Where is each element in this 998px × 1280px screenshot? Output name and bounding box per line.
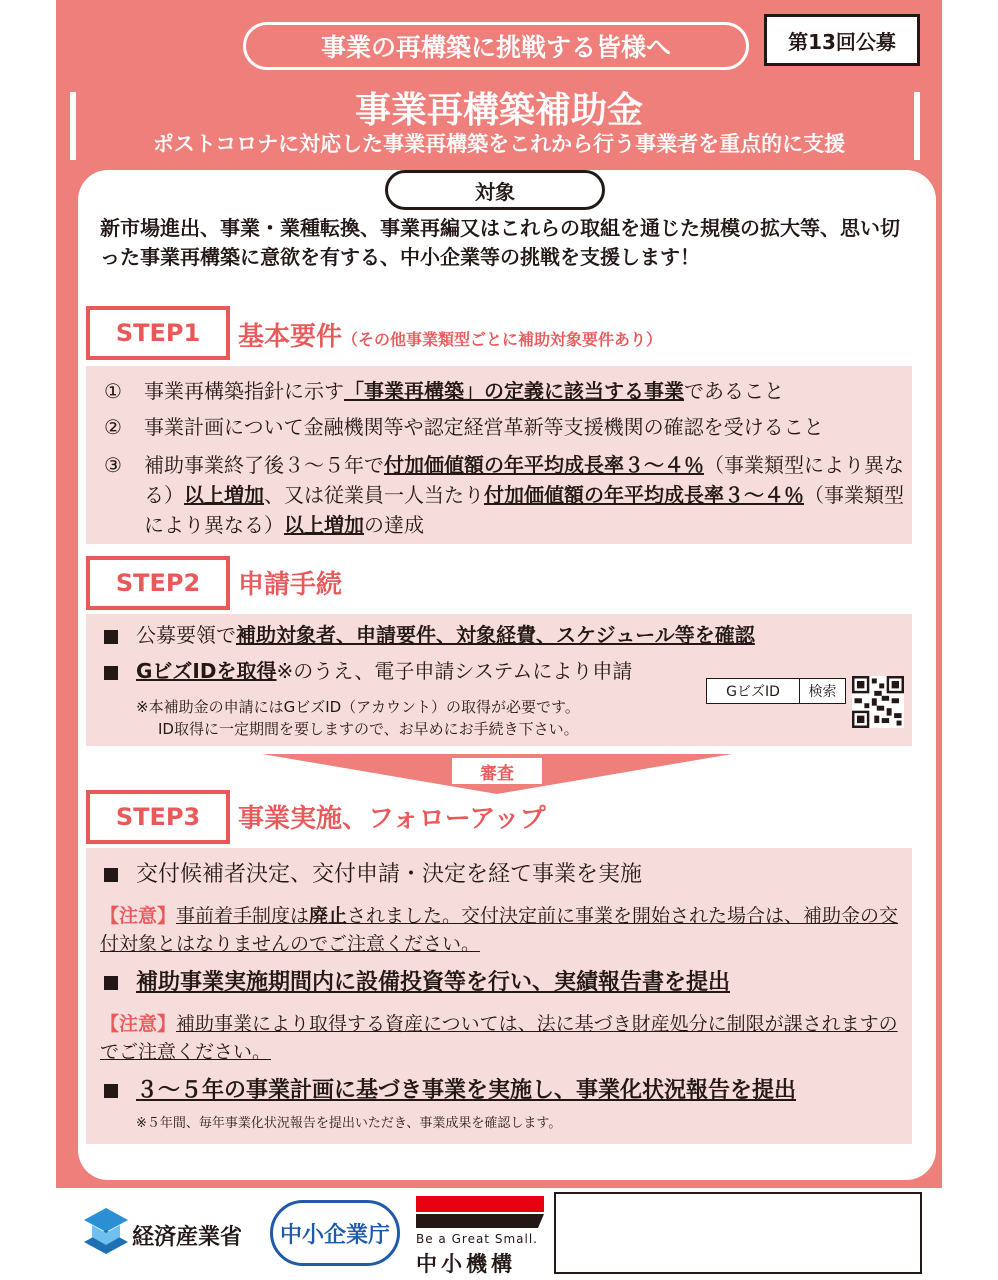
bullet-square-icon: [104, 630, 118, 644]
step3-caution-2: 【注意】補助事業により取得する資産については、法に基づき財産処分に制限が課されますのでご注意ください。: [100, 1013, 898, 1063]
step1-item-2: ② 事業計画について金融機関等や認定経営革新等支援機関の確認を受けること: [104, 415, 824, 439]
target-description: 新市場進出、事業・業種転換、事業再編又はこれらの取組を通じた規模の拡大等、思い切った事業再構築に意欲を有する、中小企業等の挑戦を支援します！: [100, 216, 900, 269]
meti-logo-text: 経済産業省: [132, 1225, 243, 1250]
bullet-square-icon: [104, 1084, 118, 1098]
round-badge: 第13回公募: [764, 14, 920, 66]
step3-note: ※５年間、毎年事業化状況報告を提出いただき、事業成果を確認します。: [136, 1116, 562, 1131]
step2-item-2: GビズIDを取得※のうえ、電子申請システムにより申請: [104, 656, 904, 686]
page-title: 事業再構築補助金: [354, 90, 643, 131]
sme-agency-logo: 中小企業庁: [270, 1200, 400, 1266]
bullet-square-icon: [104, 976, 118, 990]
smrj-logo-text: 中小機構: [416, 1252, 516, 1276]
smrj-tagline: Be a Great Small.: [416, 1232, 538, 1246]
gbiz-search-button[interactable]: 検索: [808, 684, 837, 700]
step1-title: [238, 316, 662, 353]
step3-item-2: 補助事業実施期間内に設備投資等を行い、実績報告書を提出: [104, 968, 904, 998]
step1-item-1: ① 事業再構築指針に示す「事業再構築」の定義に該当する事業であること: [104, 379, 784, 403]
review-label: 審査: [452, 758, 542, 784]
step2-item-1: 公募要領で補助対象者、申請要件、対象経費、スケジュール等を確認: [104, 620, 904, 650]
step3-item-1: 交付候補者決定、交付申請・決定を経て事業を実施: [104, 860, 904, 890]
qr-code-icon[interactable]: [852, 676, 904, 728]
target-label: 対象: [385, 170, 605, 210]
step1-subtitle: （その他事業類型ごとに補助対象要件あり）: [342, 330, 663, 349]
step2-badge: STEP2: [86, 556, 230, 610]
step1-title-text: 基本要件: [238, 322, 343, 352]
bullet-square-icon: [104, 666, 118, 680]
step3-item-3: ３～５年の事業計画に基づき事業を実施し、事業化状況報告を提出: [104, 1076, 904, 1106]
step3-badge: STEP3: [86, 790, 230, 844]
step2-note-2: ID取得に一定期間を要しますので、お早めにお手続き下さい。: [158, 720, 579, 738]
step2-note-1: ※本補助金の申請にはGビズID（アカウント）の取得が必要です。: [136, 698, 580, 716]
bullet-square-icon: [104, 868, 118, 882]
step3-title: 事業実施、フォローアップ: [238, 804, 546, 834]
step1-badge: STEP1: [86, 306, 230, 360]
smrj-logo-icon: [416, 1196, 544, 1230]
page-subtitle: ポストコロナに対応した事業再構築をこれから行う事業者を重点的に支援: [152, 132, 846, 156]
intro-pill: 事業の再構築に挑戦する皆様へ: [243, 22, 749, 70]
meti-logo-icon: [84, 1208, 128, 1254]
gbiz-search-input[interactable]: GビズID: [707, 679, 800, 703]
contact-box: [554, 1192, 922, 1274]
step3-caution-1: 【注意】事前着手制度は廃止されました。交付決定前に事業を開始された場合は、補助金の交付対象とはなりませんのでご注意ください。: [100, 905, 899, 955]
gbiz-search-box[interactable]: [706, 678, 846, 704]
step1-item-3: ③ 補助事業終了後３～５年で付加価値額の年平均成長率３～４％（事業類型により異なる）以上増加、又は従業員一人当たり付加価値額の年平均成長率３～４％（事業類型により異なる）以上増加の達成: [104, 453, 904, 537]
step2-title: 申請手続: [238, 570, 343, 600]
